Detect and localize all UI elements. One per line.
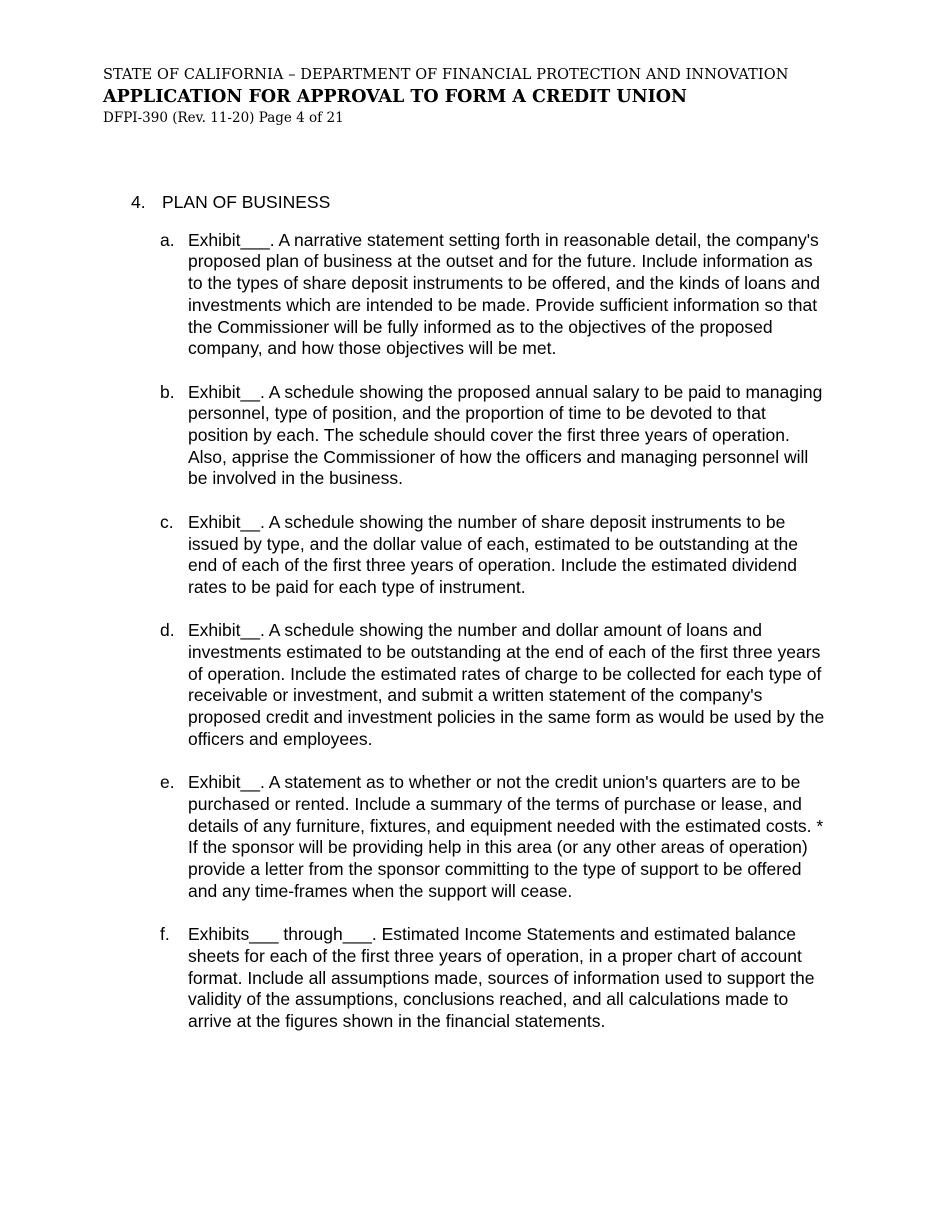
item-letter: b. bbox=[160, 381, 175, 402]
exhibit-list bbox=[131, 230, 891, 1033]
form-id-page-number: DFPI-390 (Rev. 11-20) Page 4 of 21 bbox=[103, 110, 344, 126]
list-item-c bbox=[160, 512, 880, 599]
section-title: PLAN OF BUSINESS bbox=[162, 192, 331, 212]
list-item-d bbox=[160, 620, 880, 750]
item-text: Exhibit___. A narrative statement setting forth in reasonable detail, the company's proposed plan of business at the outset and for the future. Include information as to the types of share deposit instruments to be offered, and the kinds of loans and investments which are intended to be made. Provide sufficient information so that the Commissioner will be fully informed as to the objectives of the proposed company, and how those objectives will be met. bbox=[188, 229, 821, 359]
agency-name: STATE OF CALIFORNIA – DEPARTMENT OF FINANCIAL PROTECTION AND INNOVATION bbox=[103, 67, 789, 83]
list-item-a bbox=[160, 230, 880, 360]
item-text: Exhibit__. A schedule showing the proposed annual salary to be paid to managing personnel, type of position, and the proportion of time to be devoted to that position by each. The schedule should cover the first three years of operation. Also, apprise the Commissioner of how the officers and managing personnel will be involved in the business. bbox=[188, 381, 823, 489]
plan-of-business-section bbox=[131, 192, 891, 1054]
list-item-f bbox=[160, 924, 880, 1033]
page-header bbox=[103, 66, 903, 128]
list-item-b bbox=[160, 382, 880, 491]
form-title: APPLICATION FOR APPROVAL TO FORM A CREDIT UNION bbox=[103, 87, 688, 107]
item-letter: c. bbox=[160, 511, 174, 532]
item-letter: f. bbox=[160, 924, 170, 945]
item-letter: e. bbox=[160, 772, 175, 793]
list-item-e bbox=[160, 772, 880, 902]
item-letter: d. bbox=[160, 620, 175, 641]
item-letter: a. bbox=[160, 229, 175, 250]
item-text: Exhibit__. A statement as to whether or not the credit union's quarters are to be purchased or rented. Include a summary of the terms of purchase or lease, and details of any furniture, fixtures, and equipment needed with the estimated costs. * If the sponsor will be providing help in this area (or any other areas of operation) provide a letter from the sponsor committing to the type of support to be offered and any time-frames when the support will cease. bbox=[188, 772, 824, 901]
item-text: Exhibit__. A schedule showing the number of share deposit instruments to be issued by type, and the dollar value of each, estimated to be outstanding at the end of each of the first three years of operation. Include the estimated dividend rates to be paid for each type of instrument. bbox=[188, 511, 798, 597]
section-number: 4. bbox=[131, 192, 146, 212]
item-text: Exhibit__. A schedule showing the number and dollar amount of loans and investments estimated to be outstanding at the end of each of the first three years of operation. Include the estimated rates of charge to be collected for each type of receivable or investment, and submit a written statement of the company's proposed credit and investment policies in the same form as would be used by the officers and employees. bbox=[188, 620, 825, 749]
section-heading bbox=[131, 192, 891, 214]
item-text: Exhibits___ through___. Estimated Income Statements and estimated balance sheets for each of the first three years of operation, in a proper chart of account format. Include all assumptions made, sources of information used to support the validity of the assumptions, conclusions reached, and all calculations made to arrive at the figures shown in the financial statements. bbox=[188, 924, 815, 1031]
